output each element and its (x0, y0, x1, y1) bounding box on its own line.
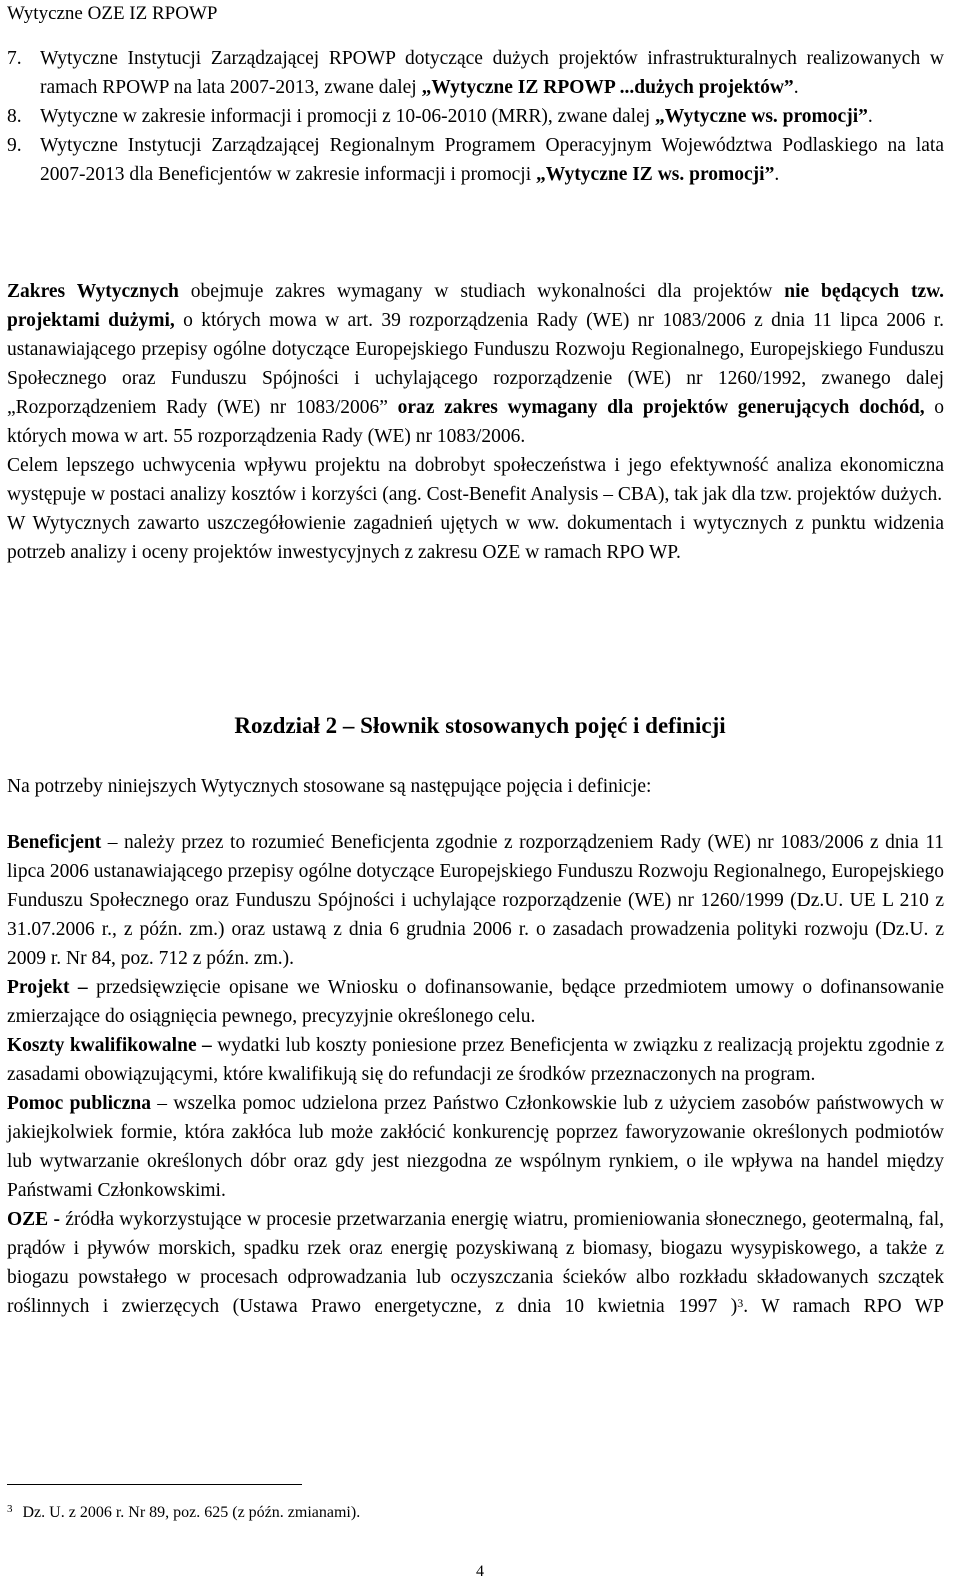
definitions-intro: Na potrzeby niniejszych Wytycznych stosowane są następujące pojęcia i definicje: (7, 776, 652, 797)
footnote-reference: 3 (737, 1296, 744, 1310)
cba-paragraph: Celem lepszego uchwycenia wpływu projektu na dobrobyt społeczeństwa i jego efektywność analiza ekonomiczna występuje w postaci analizy kosztów i korzyści (ang. Cost-Benefit Analysis – CBA), tak jak dla tzw. projektów dużych. (7, 455, 944, 505)
footnote-mark: 3 (7, 1503, 13, 1515)
list-item (7, 102, 944, 131)
definitions-list (7, 828, 944, 1321)
definition-pomoc: Pomoc publiczna – wszelka pomoc udzielona przez Państwo Członkowskie lub z użyciem zasobów państwowych w jakiejkolwiek formie, która zakłóca lub może zakłócić konkurencję poprzez faworyzowanie określonych podmiotów lub wytwarzanie określonych dóbr oraz gdy jest niezgodna ze wspólnym rynkiem, o ile wpływa na handel między Państwami Członkowskimi. (7, 1093, 945, 1201)
reference-list (7, 44, 944, 189)
footnote-text: Dz. U. z 2006 r. Nr 89, poz. 625 (z późn. zmianami). (22, 1504, 361, 1521)
list-number: 9. (7, 135, 22, 156)
definition-koszty: Koszty kwalifikowalne – wydatki lub koszty poniesione przez Beneficjenta w związku z realizacją projektu zgodnie z zasadami obowiązującymi, które kwalifikują się do refundacji ze środków przeznaczonych na program. (7, 1035, 944, 1085)
list-item (7, 44, 944, 102)
definition-oze: OZE - źródła wykorzystujące w procesie przetwarzania energię wiatru, promieniowania słonecznego, geotermalną, fal, prądów i pływów morskich, spadku rzek oraz energię pozyskiwaną z biomasy, biogazu wysypiskowego, a także z biogazu powstałego w procesach odprowadzania lub oczyszczania ścieków albo rozkładu składowanych szczątek roślinnych i zwierzęcych (Ustawa Prawo energetyczne, z dnia 10 kwietnia 1997 )$^3$. W ramach RPO WP (7, 1209, 944, 1317)
scope-section (7, 277, 944, 567)
definition-projekt: Projekt – przedsięwzięcie opisane we Wniosku o dofinansowanie, będące przedmiotem umowy o dofinansowanie zmierzające do osiągnięcia pewnego, precyzyjnie określonego celu. (7, 977, 945, 1027)
list-text: Wytyczne w zakresie informacji i promocji z 10-06-2010 (MRR), zwane dalej „Wytyczne ws. promocji”. (40, 106, 873, 127)
scope-paragraph: Zakres Wytycznych obejmuje zakres wymagany w studiach wykonalności dla projektów nie będących tzw. projektami dużymi, o których mowa w art. 39 rozporządzenia Rady (WE) nr 1083/2006 z dnia 11 lipca 2006 r. ustanawiającego przepisy ogólne dotyczące Europejskiego Funduszu Rozwoju Regionalnego, Europejskiego Funduszu Społecznego oraz Funduszu Spójności i uchylającego rozporządzenie (WE) nr 1260/1992, zwanego dalej „Rozporządzeniem Rady (WE) nr 1083/2006” oraz zakres wymagany dla projektów generujących dochód, o których mowa w art. 55 rozporządzenia Rady (WE) nr 1083/2006. (7, 281, 945, 447)
footnote-separator (7, 1484, 302, 1485)
list-number: 7. (7, 48, 22, 69)
list-text: Wytyczne Instytucji Zarządzającej Regionalnym Programem Operacyjnym Województwa Podlaskiego na lata 2007-2013 dla Beneficjentów w zakresie informacji i promocji „Wytyczne IZ ws. promocji”. (40, 135, 944, 185)
details-paragraph: W Wytycznych zawarto uszczegółowienie zagadnień ujętych w ww. dokumentach i wytycznych z punktu widzenia potrzeb analizy i oceny projektów inwestycyjnych z zakresu OZE w ramach RPO WP. (7, 513, 944, 563)
page-number: 4 (476, 1563, 484, 1580)
list-item (7, 131, 944, 189)
definition-beneficjent: Beneficjent – należy przez to rozumieć Beneficjenta zgodnie z rozporządzeniem Rady (WE) nr 1083/2006 z dnia 11 lipca 2006 ustanawiającego przepisy ogólne dotyczące Europejskiego Funduszu Rozwoju Regionalnego, Europejskiego Funduszu Społecznego oraz Funduszu Spójności i uchylające rozporządzenie (WE) nr 1260/1999 (Dz.U. UE L 210 z 31.07.2006 r., z późn. zm.) oraz ustawą z dnia 6 grudnia 2006 r. o zasadach prowadzenia polityki rozwoju (Dz.U. z 2009 r. Nr 84, poz. 712 z późn. zm.). (7, 832, 944, 969)
list-text: Wytyczne Instytucji Zarządzającej RPOWP dotyczące dużych projektów infrastrukturalnych realizowanych w ramach RPOWP na lata 2007-2013, zwane dalej „Wytyczne IZ RPOWP ...dużych projektów”. (40, 48, 944, 98)
footnote (7, 1502, 360, 1524)
running-header: Wytyczne OZE IZ RPOWP (7, 3, 218, 24)
chapter-heading: Rozdział 2 – Słownik stosowanych pojęć i definicji (234, 713, 726, 738)
list-number: 8. (7, 106, 22, 127)
